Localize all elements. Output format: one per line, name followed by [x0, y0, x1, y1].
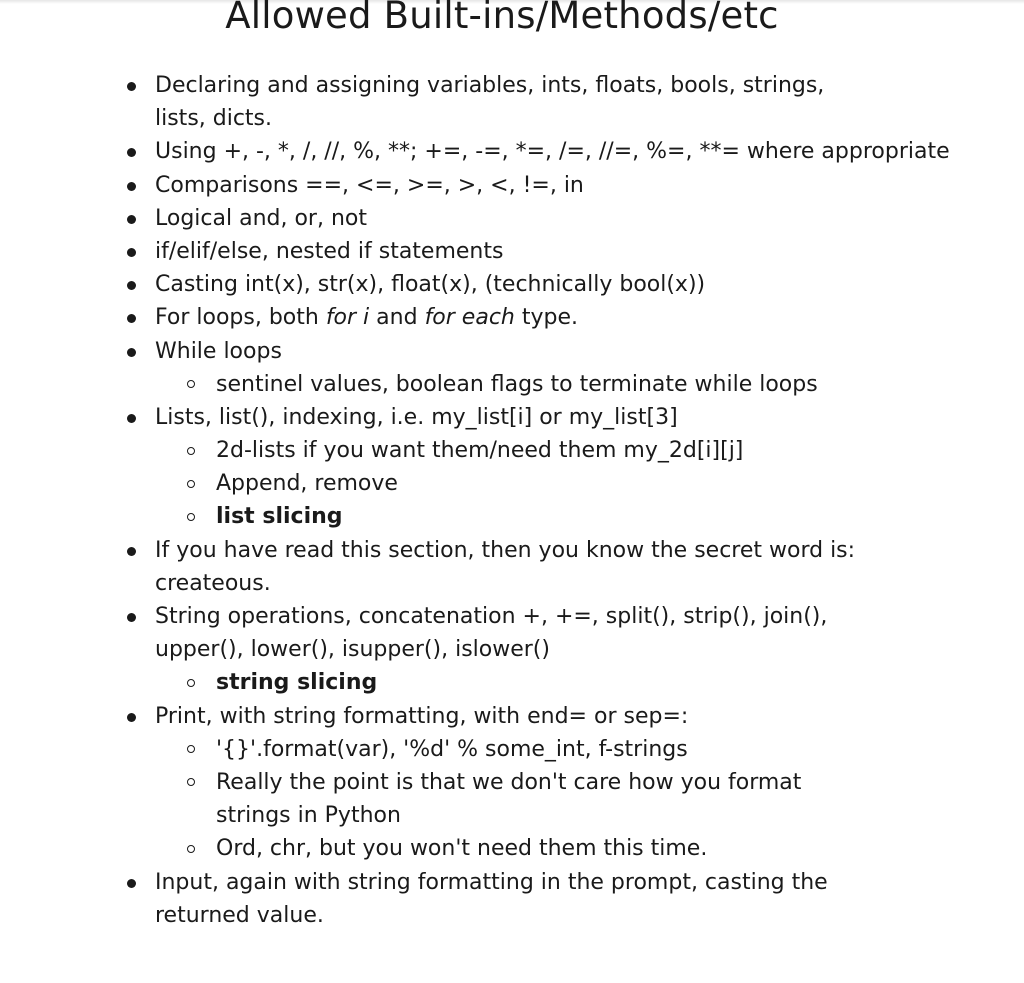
sub-list-item-continuation	[0, 799, 1024, 832]
bullet-dot-icon	[127, 613, 136, 622]
bullet-dot-icon	[127, 248, 136, 257]
bullet-circle-icon	[187, 745, 195, 753]
sub-list-item-text-bold: list slicing	[216, 504, 343, 530]
list-item-continuation	[0, 899, 1024, 932]
list-item-text: Comparisons ==, <=, >=, >, <, !=, in	[155, 172, 584, 198]
sub-list-item	[0, 368, 1024, 401]
list-item-text: Print, with string formatting, with end= or sep=:	[155, 703, 689, 729]
bullet-dot-icon	[127, 414, 136, 423]
text-run: and	[369, 305, 425, 331]
bullet-circle-icon	[187, 480, 195, 488]
bullet-dot-icon	[127, 547, 136, 556]
bullet-circle-icon	[187, 513, 195, 521]
sub-list-item-text-bold: string slicing	[216, 670, 378, 696]
bullet-dot-icon	[127, 348, 136, 357]
sub-list-item-text: Really the point is that we don't care how you format	[216, 769, 802, 795]
list-item-text: Using +, -, *, /, //, %, **; +=, -=, *=, /=, //=, %=, **= where appropriate	[155, 139, 950, 165]
list-item	[0, 700, 1024, 733]
bullet-dot-icon	[127, 215, 136, 224]
sub-list-item	[0, 467, 1024, 500]
bullet-dot-icon	[127, 148, 136, 157]
bullet-circle-icon	[187, 380, 195, 388]
list-item	[0, 866, 1024, 899]
list-item-continuation	[0, 102, 1024, 135]
sub-list-item-text: sentinel values, boolean flags to terminate while loops	[216, 371, 818, 397]
sub-list-item	[0, 733, 1024, 766]
list-item-text: Input, again with string formatting in the prompt, casting the	[155, 869, 828, 895]
list-item	[0, 135, 1024, 168]
list-item	[0, 301, 1024, 334]
list-item	[0, 534, 1024, 567]
allowed-list	[0, 69, 1024, 932]
bullet-circle-icon	[187, 845, 195, 853]
list-item-continuation	[0, 567, 1024, 600]
list-item-text: Casting int(x), str(x), float(x), (technically bool(x))	[155, 272, 706, 298]
sub-list-item	[0, 666, 1024, 699]
list-item-text: While loops	[155, 338, 282, 364]
sub-list-item	[0, 500, 1024, 533]
sub-list-item-text: '{}'.format(var), '%d' % some_int, f-strings	[216, 736, 688, 762]
sub-list-item-text: strings in Python	[216, 803, 401, 829]
list-item	[0, 169, 1024, 202]
italic-text: for each	[424, 305, 515, 331]
list-item	[0, 335, 1024, 368]
list-item-continuation	[0, 633, 1024, 666]
italic-text: for i	[325, 305, 370, 331]
bullet-dot-icon	[127, 314, 136, 323]
list-item-text	[155, 301, 578, 334]
list-item-text: Lists, list(), indexing, i.e. my_list[i] or my_list[3]	[155, 404, 678, 430]
list-item-text: Declaring and assigning variables, ints, floats, bools, strings,	[155, 73, 825, 98]
sub-list-item	[0, 766, 1024, 799]
list-item-text: if/elif/else, nested if statements	[155, 238, 504, 264]
bullet-dot-icon	[127, 182, 136, 191]
bullet-circle-icon	[187, 447, 195, 455]
bullet-dot-icon	[127, 713, 136, 722]
bullet-dot-icon	[127, 879, 136, 888]
list-item-text: Logical and, or, not	[155, 205, 367, 231]
list-item	[0, 401, 1024, 434]
bullet-circle-icon	[187, 778, 195, 786]
sub-list-item-text: Append, remove	[216, 471, 398, 497]
list-item-text: createous.	[155, 570, 271, 596]
list-item-text: returned value.	[155, 902, 324, 928]
list-item	[0, 235, 1024, 268]
bullet-circle-icon	[187, 679, 195, 687]
list-item	[0, 69, 1024, 102]
bullet-dot-icon	[127, 82, 136, 91]
list-item	[0, 202, 1024, 235]
sub-list-item-text: Ord, chr, but you won't need them this time.	[216, 836, 708, 862]
sub-list-item	[0, 434, 1024, 467]
sub-list-item	[0, 832, 1024, 865]
list-item-text: lists, dicts.	[155, 106, 273, 132]
bullet-dot-icon	[127, 281, 136, 290]
list-item	[0, 600, 1024, 633]
list-item-text: upper(), lower(), isupper(), islower()	[155, 637, 550, 663]
text-run: For loops, both	[155, 305, 326, 331]
list-item-text: String operations, concatenation +, +=, split(), strip(), join(),	[155, 604, 828, 629]
page-title: Allowed Built-ins/Methods/etc	[225, 0, 779, 37]
list-item-text: If you have read this section, then you know the secret word is:	[155, 537, 856, 563]
sub-list-item-text: 2d-lists if you want them/need them my_2d[i][j]	[216, 438, 744, 464]
list-item	[0, 268, 1024, 301]
text-run: type.	[514, 305, 579, 331]
